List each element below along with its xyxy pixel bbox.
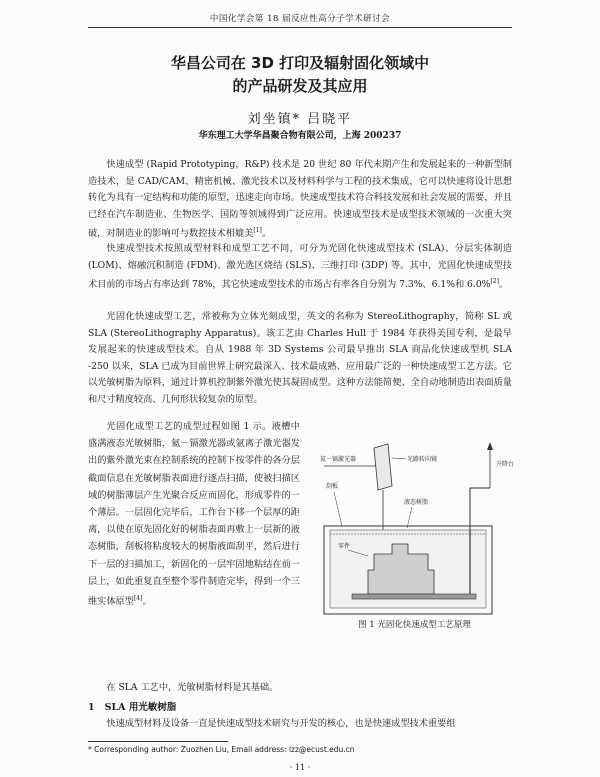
section-title: SLA 用光敏树脂 <box>104 702 177 713</box>
figure-1-caption: 图 1 光固化快速成型工艺原理 <box>358 620 471 630</box>
paragraph-4-text: 光固化成型工艺的成型过程如图 1 示。液槽中盛满液态光敏树脂，氦－镉激光器或氩离子激光器发出的紫外激光束在控制系统的控制下按零件的各分层截面信息在光敏树脂表面进行逐点扫描，使被扫描区域的树脂薄层产生光聚合反应而固化，形成零件的一个薄层。一层固化完毕后，工作台下移一个层厚的距离，以使在原先固化好的树脂表面再敷上一层新的液态树脂，刮板将粘度较大的树脂液面刮平，然后进行下一层的扫描加工，新固化的一层牢固地粘结在前一层上，如此重复直至整个零件制造完毕，得到一个三维实体原型 <box>88 421 300 608</box>
scraper-leader <box>334 492 342 526</box>
mirror <box>374 444 392 490</box>
paragraph-1-end: 。 <box>261 228 272 240</box>
figure-1-diagram <box>312 426 517 638</box>
part-label: 零件 <box>338 543 351 550</box>
citation: [2] <box>490 278 499 286</box>
resin-leader <box>407 507 412 528</box>
paragraph-6: 快速成型材料及设备一直是快速成型技术研究与开发的核心，也是快速成型技术重要组 <box>106 718 456 729</box>
paragraph-2-end: 。 <box>498 279 509 291</box>
header-rule <box>88 27 512 28</box>
paragraph-1-text: 快速成型 (Rapid Prototyping，R&P) 技术是 20 世纪 80 年代末期产生和发展起来的一种新型制造技术，是 CAD/CAM、精密机械、激光技术以及材料科学与工程的技术集成，它可以快速将设计思想转化为具有一定结构和功能的原型，迅速走向市场。快速成型技术符合科技发展和社会发展的需要，并且已经在汽车制造业、生物医学、国防等领域得到广泛应用。快速成型技术是成型技术领域的一次重大突破，对制造业的影响可与数控技术相媲美 <box>88 159 512 240</box>
paragraph-2 <box>88 241 512 294</box>
lift-arm <box>470 488 490 530</box>
footnote: * Corresponding author: Zuozhen Liu, Email address: lzz@ecust.edu.cn <box>88 745 355 754</box>
mirror-leader <box>392 458 406 459</box>
section-number: 1 <box>88 702 95 713</box>
mirror-label: 光路转向镜 <box>407 456 438 463</box>
title-line-1: 华昌公司在 3D 打印及辐射固化领域中 <box>170 54 430 72</box>
page-number: · 11 · <box>289 763 311 772</box>
citation: [4] <box>133 595 143 603</box>
citation: [1] <box>253 227 262 235</box>
paragraph-4 <box>88 418 300 610</box>
lift-arrow-up <box>487 442 493 450</box>
authors: 刘坐镇* 吕晓平 <box>247 112 353 127</box>
footnote-rule <box>88 741 228 742</box>
build-platform <box>352 594 476 599</box>
laser-label: 氦－镉激光器 <box>320 456 357 463</box>
resin-label: 液态树脂 <box>404 499 429 506</box>
paragraph-2-text: 快速成型技术按照成型材料和成型工艺不同，可分为光固化快速成型技术 (SLA)、分层实体制造 (LOM)、熔融沉积制造 (FDM)、激光选区烧结 (SLS)、三维打印 (3DP) 等。其中，光固化快速成型技术目前的市场占有率达到 78%，其它快速成型技术的市场占有率各自分别为 7.3%、6.1%和 6.0% <box>88 243 512 291</box>
scraper-label: 刮板 <box>326 483 339 490</box>
lift-label: 升降台 <box>496 461 515 468</box>
paragraph-5: 在 SLA 工艺中，光敏树脂材料是其基础。 <box>106 682 279 693</box>
running-header: 中国化学会第 18 届反应性高分子学术研讨会 <box>209 14 391 24</box>
title-line-2: 的产品研发及其应用 <box>232 77 368 95</box>
paper-title <box>60 52 540 98</box>
paragraph-1 <box>88 157 512 243</box>
paragraph-3: 光固化快速成型工艺，常被称为立体光刻成型，英文的名称为 StereoLithography，简称 SL 或 SLA (StereoLithography Apparatus)。该工艺由 Charles Hull 于 1984 年获得美国专利，是最早发展起来的快速成型技术。自从 1988 年 3D Systems 公司最早推出 SLA 商品化快速成型机 SLA -250 以来，SLA 已成为目前世界上研究最深入、技术最成熟、应用最广泛的一种快速成型工艺方法。它以光敏树脂为原料，通过计算机控制紫外激光使其凝固成型。这种方法能简便、全自动地制造出表面质量和尺寸精度较高、几何形状较复杂的原型。 <box>88 311 512 405</box>
paragraph-4-end: 。 <box>142 596 152 608</box>
section-heading-1 <box>88 699 176 713</box>
affiliation: 华东理工大学华昌聚合物有限公司，上海 200237 <box>198 131 402 141</box>
